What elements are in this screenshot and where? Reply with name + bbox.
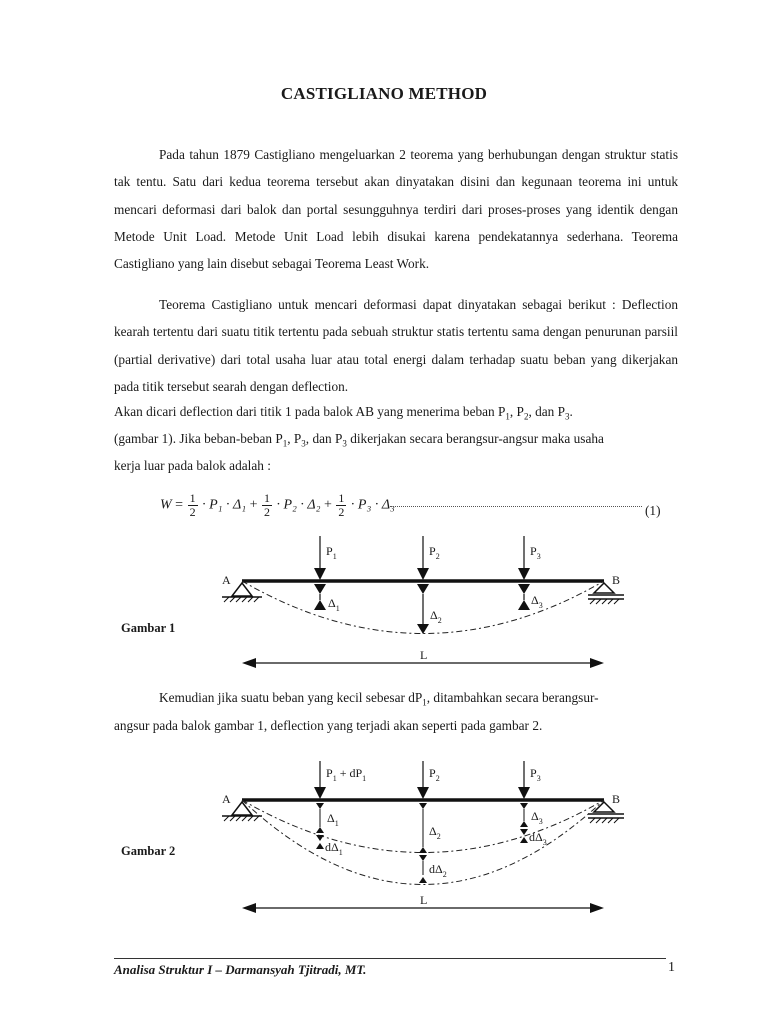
load-p2-label: $P_2$: [429, 766, 440, 783]
load-p2-arrow: [417, 761, 429, 799]
paragraph-intro: Pada tahun 1879 Castigliano mengeluarkan 2 teorema yang berhubungan dengan struktur statis tak tentu. Satu dari kedua teorema tersebut akan dinyatakan disini dan kegunaan teorema ini untuk mencari deformasi dari balok dan portal sesungguhnya terdiri dari proses-proses yang identik dengan Metode Unit Load. Metode Unit Load lebih disukai karena pendekatannya sederhana. Teorema Castigliano yang lain disebut sebagai Teorema Least Work.: [114, 147, 678, 272]
eq-lhs: W: [160, 497, 172, 513]
deflection-2-marker: [419, 803, 427, 853]
figure-2-diagram: [0, 755, 768, 920]
eq-fraction-3: $\frac{1}{2}$: [338, 491, 345, 519]
load-p1-label: $P_1$: [326, 544, 337, 561]
load-p3-label: $P_3$: [530, 766, 541, 783]
page-number: 1: [668, 960, 675, 975]
extra-deflection-3-label: $d\Delta_3$: [529, 830, 547, 847]
deflection-1-label: $\Delta_1$: [328, 596, 340, 613]
footer-rule: [114, 958, 666, 959]
load-p3-arrow: [518, 761, 530, 799]
eq-plus-1: +: [249, 497, 258, 513]
paragraph-small-load-line-1: Kemudian jika suatu beban yang kecil sebesar $dP_1$, ditambahkan secara berangsur-: [159, 690, 599, 708]
load-p3-arrow: [518, 536, 530, 580]
deflection-2-label: $\Delta_2$: [430, 608, 442, 625]
paragraph-small-load-line-2: angsur pada balok gambar 1, deflection yang terjadi akan seperti pada gambar 2.: [114, 718, 543, 733]
extra-deflection-3-marker: [520, 829, 528, 843]
equation-number: (1): [645, 503, 661, 518]
support-a-label: A: [222, 792, 231, 806]
equation-leader-dots: [390, 506, 642, 507]
deflection-1-marker: [314, 584, 326, 610]
span-label: L: [420, 648, 428, 662]
eq-fraction-2: $\frac{1}{2}$: [264, 491, 270, 519]
deflection-3-marker: [520, 803, 528, 827]
extra-deflection-2-label: $d\Delta_2$: [429, 862, 447, 879]
support-b-label: B: [612, 573, 621, 587]
eq-term-3: · P₃ · Δ₃: [350, 497, 395, 513]
eq-plus-2: +: [324, 497, 332, 513]
figure-1-caption: Gambar 1: [121, 621, 176, 635]
extra-deflection-1-label: $d\Delta_1$: [325, 840, 343, 857]
paragraph-loads-line-2: (gambar 1). Jika beban-beban $P_1$, $P_3$, dan $P_3$ dikerjakan secara berangsur-angsur maka usaha: [114, 431, 604, 449]
load-p3-label: $P_3$: [530, 544, 541, 561]
eq-equals: =: [175, 497, 184, 513]
extra-deflection-2-marker: [419, 855, 427, 883]
extra-deflection-1-marker: [316, 835, 324, 849]
figure-1-diagram: [0, 530, 768, 675]
deflection-3-label: $\Delta_3$: [531, 809, 543, 826]
paragraph-loads-line-3: kerja luar pada balok adalah :: [114, 458, 271, 473]
footer-author: Analisa Struktur I – Darmansyah Tjitradi, MT.: [114, 962, 367, 977]
deflection-3-marker: [518, 584, 530, 610]
deflection-1-label: $\Delta_1$: [327, 811, 339, 828]
page-title: CASTIGLIANO METHOD: [280, 84, 488, 103]
support-b-label: B: [612, 792, 621, 806]
deflection-3-label: $\Delta_3$: [531, 593, 543, 610]
load-p1-arrow: [314, 761, 326, 799]
deflection-2-marker: [417, 584, 429, 634]
load-p2-label: $P_2$: [429, 544, 440, 561]
figure-2-caption: Gambar 2: [121, 844, 176, 858]
deflection-1-marker: [316, 803, 324, 833]
eq-fraction-1: $\frac{1}{2}$: [189, 491, 196, 519]
equation-1: [160, 492, 395, 519]
eq-term-1: · P₁ · Δ₁: [202, 497, 247, 513]
support-a-label: A: [222, 573, 231, 587]
paragraph-loads-line-1: Akan dicari deflection dari titik 1 pada balok AB yang menerima beban $P_1$, $P_2$, dan $P_3$.: [114, 404, 573, 422]
load-p1-arrow: [314, 536, 326, 580]
span-label: L: [420, 893, 428, 907]
deflection-2-label: $\Delta_2$: [429, 824, 441, 841]
eq-term-2: · P₂ · Δ₂: [276, 497, 321, 513]
load-p2-arrow: [417, 536, 429, 580]
paragraph-theorem: Teorema Castigliano untuk mencari deformasi dapat dinyatakan sebagai berikut : Deflection kearah tertentu dari suatu titik tertentu pada sebuah struktur statis tertentu sama dengan penurunan parsiil (partial derivative) dari total usaha luar atau total energi dalam terhadap suatu beban yang dikerjakan pada titik tersebut searah dengan deflection.: [114, 297, 678, 394]
load-p1-label: $P_1 + dP_1$: [326, 766, 367, 783]
